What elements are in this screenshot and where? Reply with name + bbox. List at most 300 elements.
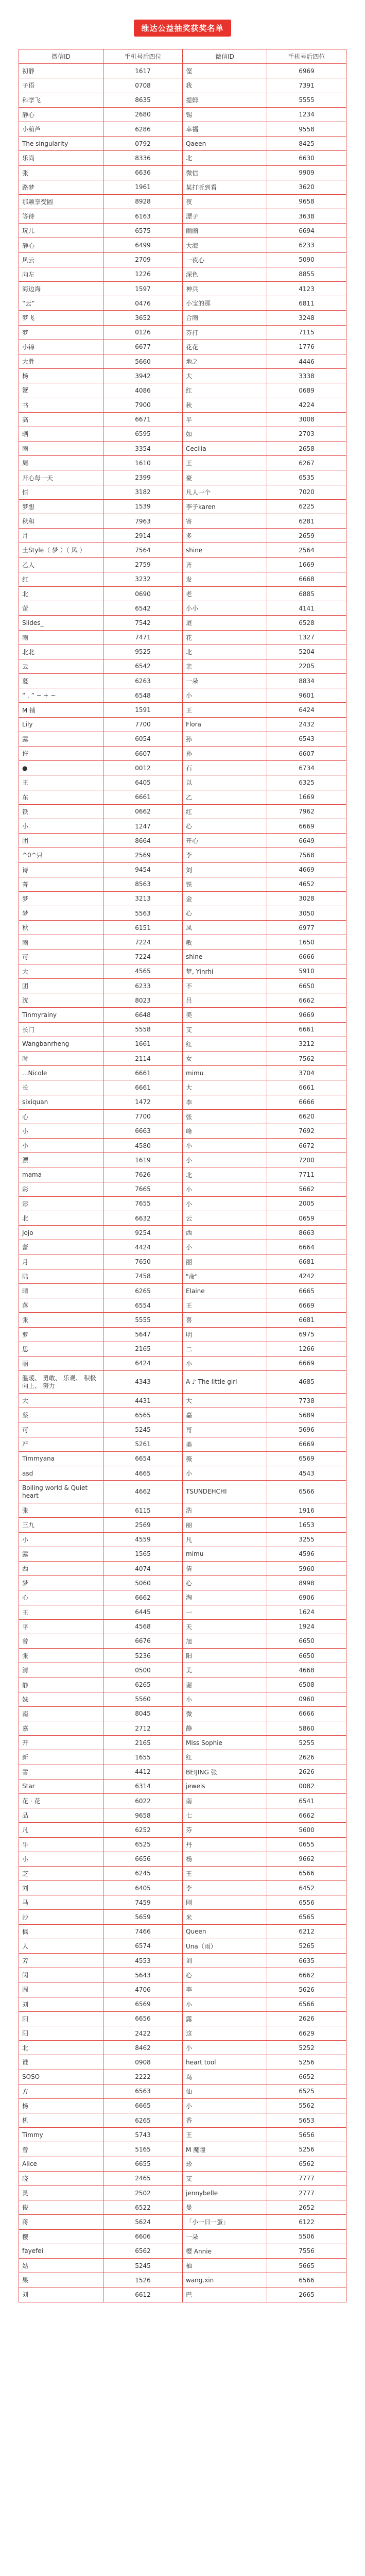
cell-wechat-id-left: SOSO	[19, 2070, 103, 2084]
cell-wechat-id-left: 丽	[19, 1356, 103, 1370]
cell-wechat-id-right: 地之	[183, 354, 267, 368]
cell-phone-left: 4706	[103, 1982, 183, 1997]
cell-phone-left: 9525	[103, 645, 183, 659]
cell-phone-left: 3232	[103, 572, 183, 586]
cell-wechat-id-left: 思	[19, 1342, 103, 1356]
cell-wechat-id-left: 果	[19, 2273, 103, 2287]
cell-wechat-id-left: 张	[19, 165, 103, 180]
table-row	[19, 775, 346, 790]
cell-phone-right: 6650	[267, 979, 346, 993]
cell-phone-right: 6885	[267, 586, 346, 601]
cell-phone-left: 8336	[103, 151, 183, 165]
cell-wechat-id-left: 沙	[19, 1910, 103, 1924]
cell-phone-left: 0708	[103, 78, 183, 93]
cell-wechat-id-right: 李	[183, 1095, 267, 1109]
cell-wechat-id-left: Alice	[19, 2157, 103, 2171]
cell-phone-right: 6556	[267, 1895, 346, 1910]
table-row	[19, 238, 346, 252]
cell-phone-left: 1619	[103, 1153, 183, 1167]
cell-phone-left: 3942	[103, 369, 183, 383]
cell-wechat-id-left: 梦飞	[19, 311, 103, 325]
cell-wechat-id-left: Jojo	[19, 1226, 103, 1240]
table-row	[19, 543, 346, 557]
table-row	[19, 659, 346, 673]
cell-phone-left: 2165	[103, 1736, 183, 1750]
cell-phone-right: 1624	[267, 1605, 346, 1619]
cell-phone-right: 5696	[267, 1422, 346, 1437]
cell-wechat-id-left: 红	[19, 572, 103, 586]
cell-wechat-id-right: 小	[183, 1466, 267, 1481]
table-row	[19, 296, 346, 311]
cell-phone-right: 6566	[267, 1481, 346, 1503]
table-row	[19, 529, 346, 543]
cell-phone-left: 4412	[103, 1765, 183, 1779]
table-row	[19, 456, 346, 470]
cell-wechat-id-right: 丽	[183, 1255, 267, 1269]
cell-phone-left: 8664	[103, 834, 183, 848]
cell-phone-left: 0012	[103, 761, 183, 775]
table-row	[19, 819, 346, 833]
cell-wechat-id-left: 蒋	[19, 2215, 103, 2229]
cell-phone-left: 6595	[103, 427, 183, 441]
table-row	[19, 2258, 346, 2273]
table-row	[19, 979, 346, 993]
cell-wechat-id-right: 小	[183, 1692, 267, 1706]
cell-wechat-id-left: 玩儿	[19, 224, 103, 238]
table-row	[19, 1394, 346, 1408]
cell-phone-left: 2222	[103, 2070, 183, 2084]
cell-wechat-id-right: 小	[183, 1356, 267, 1370]
cell-phone-right: 6664	[267, 1240, 346, 1255]
cell-wechat-id-right: 幸福	[183, 122, 267, 136]
cell-wechat-id-right: Qaeen	[183, 137, 267, 151]
cell-phone-left: 7650	[103, 1255, 183, 1269]
cell-wechat-id-right: 一朵	[183, 2229, 267, 2244]
cell-phone-left: 6445	[103, 1605, 183, 1619]
cell-wechat-id-left: 科学飞	[19, 93, 103, 107]
cell-wechat-id-left: 王	[19, 775, 103, 790]
cell-phone-left: 6663	[103, 1124, 183, 1138]
cell-phone-left: 5245	[103, 1422, 183, 1437]
cell-wechat-id-right: Flora	[183, 717, 267, 732]
cell-phone-right: 4685	[267, 1371, 346, 1394]
cell-wechat-id-left: 周	[19, 456, 103, 470]
cell-wechat-id-left: “ . ” ~ + ~	[19, 688, 103, 703]
cell-phone-left: 6115	[103, 1503, 183, 1518]
table-row	[19, 1750, 346, 1765]
table-row	[19, 383, 346, 398]
table-row	[19, 165, 346, 180]
cell-phone-right: 7020	[267, 485, 346, 499]
cell-wechat-id-right: 丽	[183, 1518, 267, 1532]
table-row	[19, 1037, 346, 1051]
cell-wechat-id-left: 长门	[19, 1022, 103, 1037]
cell-wechat-id-right: 多	[183, 529, 267, 543]
cell-phone-right: 1916	[267, 1503, 346, 1518]
table-row	[19, 674, 346, 688]
cell-wechat-id-left: Timmyana	[19, 1451, 103, 1466]
cell-phone-right: 6212	[267, 1924, 346, 1939]
cell-wechat-id-right: 峰	[183, 1124, 267, 1138]
cell-phone-right: 7200	[267, 1153, 346, 1167]
cell-phone-left: 9454	[103, 862, 183, 877]
table-row	[19, 2171, 346, 2185]
table-row	[19, 137, 346, 151]
cell-wechat-id-left: 风云	[19, 252, 103, 267]
table-row	[19, 717, 346, 732]
cell-wechat-id-right: 阳	[183, 1649, 267, 1663]
cell-wechat-id-left: 陆	[19, 1269, 103, 1283]
cell-phone-left: 8462	[103, 2041, 183, 2055]
table-row	[19, 1808, 346, 1823]
cell-wechat-id-right: 深色	[183, 267, 267, 281]
cell-phone-right: 6525	[267, 2084, 346, 2098]
cell-phone-left: 8045	[103, 1706, 183, 1721]
cell-wechat-id-right: 大	[183, 1080, 267, 1095]
cell-phone-left: 5555	[103, 1313, 183, 1327]
cell-phone-left: 2569	[103, 1518, 183, 1532]
cell-wechat-id-right: 金	[183, 891, 267, 906]
cell-phone-left: 0476	[103, 296, 183, 311]
cell-phone-left: 6265	[103, 1677, 183, 1692]
cell-wechat-id-left: 北	[19, 2041, 103, 2055]
table-row	[19, 1939, 346, 1953]
cell-phone-left: 6607	[103, 747, 183, 761]
cell-wechat-id-left: 心	[19, 1109, 103, 1124]
cell-wechat-id-left: 铁	[19, 804, 103, 819]
cell-wechat-id-left: 大	[19, 1394, 103, 1408]
cell-phone-right: 1924	[267, 1619, 346, 1634]
cell-phone-right: 7562	[267, 1051, 346, 1065]
table-row	[19, 1649, 346, 1663]
cell-phone-left: 7542	[103, 616, 183, 630]
cell-wechat-id-right: 李	[183, 1881, 267, 1895]
cell-wechat-id-left: 小	[19, 1532, 103, 1547]
cell-phone-right: 7738	[267, 1394, 346, 1408]
cell-phone-left: 6525	[103, 1837, 183, 1852]
cell-phone-right: 6566	[267, 2273, 346, 2287]
cell-phone-right: 2564	[267, 543, 346, 557]
page-title-banner: 维达公益抽奖获奖名单	[134, 20, 231, 37]
cell-wechat-id-right: 如	[183, 427, 267, 441]
header-wechat-id-left: 微信ID	[19, 49, 103, 64]
cell-wechat-id-right: M 魔瞳	[183, 2142, 267, 2157]
cell-phone-left: 8563	[103, 877, 183, 891]
cell-wechat-id-right: 嘉	[183, 1408, 267, 1422]
cell-phone-left: 5060	[103, 1576, 183, 1590]
cell-wechat-id-right: 神兵	[183, 282, 267, 296]
table-row	[19, 616, 346, 630]
cell-phone-right: 5662	[267, 1182, 346, 1196]
cell-phone-right: 6669	[267, 1356, 346, 1370]
cell-phone-right: 5252	[267, 2041, 346, 2055]
cell-phone-right: 0689	[267, 383, 346, 398]
table-row	[19, 1895, 346, 1910]
cell-wechat-id-left: 东	[19, 790, 103, 804]
cell-wechat-id-left: 彩	[19, 1182, 103, 1196]
cell-wechat-id-left: ...Nicole	[19, 1066, 103, 1080]
cell-wechat-id-right: 倩	[183, 1561, 267, 1575]
cell-phone-left: 5165	[103, 2142, 183, 2157]
cell-phone-right: 6122	[267, 2215, 346, 2229]
cell-wechat-id-right: 锡	[183, 107, 267, 122]
table-row	[19, 630, 346, 645]
table-row	[19, 311, 346, 325]
table-row	[19, 180, 346, 194]
cell-phone-right: 7692	[267, 1124, 346, 1138]
cell-wechat-id-left: 芝	[19, 1866, 103, 1880]
cell-wechat-id-left: Boiling world & Quiet heart	[19, 1481, 103, 1503]
cell-phone-right: 2205	[267, 659, 346, 673]
cell-phone-right: 9909	[267, 165, 346, 180]
cell-wechat-id-right: 小	[183, 1153, 267, 1167]
cell-phone-left: 9254	[103, 1226, 183, 1240]
cell-wechat-id-left: 秋	[19, 921, 103, 935]
table-row	[19, 688, 346, 703]
cell-wechat-id-left: 书	[19, 398, 103, 412]
cell-wechat-id-left: 方	[19, 2084, 103, 2098]
table-row	[19, 122, 346, 136]
cell-phone-right: 5910	[267, 964, 346, 978]
cell-phone-left: 6612	[103, 2287, 183, 2302]
cell-phone-left: 6565	[103, 1408, 183, 1422]
cell-phone-left: 4431	[103, 1394, 183, 1408]
cell-phone-right: 9558	[267, 122, 346, 136]
cell-wechat-id-left: 南	[19, 1706, 103, 1721]
cell-wechat-id-left: The singularity	[19, 137, 103, 151]
table-row	[19, 1881, 346, 1895]
cell-phone-left: 7564	[103, 543, 183, 557]
cell-wechat-id-right: 北	[183, 645, 267, 659]
cell-wechat-id-right: 秋	[183, 398, 267, 412]
cell-wechat-id-left: 曾	[19, 1634, 103, 1648]
header-phone-left: 手机号后四位	[103, 49, 183, 64]
cell-phone-right: 6541	[267, 1793, 346, 1808]
cell-phone-left: 2712	[103, 1721, 183, 1736]
cell-phone-right: 7115	[267, 325, 346, 340]
table-row	[19, 2142, 346, 2157]
cell-wechat-id-right: 美	[183, 1008, 267, 1022]
cell-phone-left: 7224	[103, 935, 183, 950]
cell-phone-left: 6252	[103, 1823, 183, 1837]
cell-phone-right: 6565	[267, 1910, 346, 1924]
table-row	[19, 64, 346, 78]
cell-phone-right: 3704	[267, 1066, 346, 1080]
cell-phone-left: 6022	[103, 1793, 183, 1808]
table-row	[19, 1677, 346, 1692]
cell-phone-left: 8023	[103, 993, 183, 1008]
cell-phone-right: 6650	[267, 1634, 346, 1648]
cell-wechat-id-left: 晓	[19, 2171, 103, 2185]
cell-phone-right: 5626	[267, 1982, 346, 1997]
cell-wechat-id-right: 齐	[183, 557, 267, 572]
cell-phone-right: 2703	[267, 427, 346, 441]
cell-phone-right: 8855	[267, 267, 346, 281]
cell-phone-right: 5689	[267, 1408, 346, 1422]
cell-wechat-id-left: 可	[19, 950, 103, 964]
cell-wechat-id-right: 「小一日一蛋」	[183, 2215, 267, 2229]
cell-phone-left: 4343	[103, 1371, 183, 1394]
cell-phone-left: 1610	[103, 456, 183, 470]
cell-phone-left: 6265	[103, 1283, 183, 1298]
cell-wechat-id-right: 香	[183, 2113, 267, 2128]
cell-wechat-id-right: 合雨	[183, 311, 267, 325]
cell-phone-right: 6543	[267, 732, 346, 746]
cell-phone-left: 1597	[103, 282, 183, 296]
cell-phone-left: 5261	[103, 1437, 183, 1451]
cell-wechat-id-left: 新	[19, 1750, 103, 1765]
cell-phone-left: 6405	[103, 1881, 183, 1895]
cell-wechat-id-right: 寄	[183, 514, 267, 529]
table-row	[19, 398, 346, 412]
cell-wechat-id-right: 漂子	[183, 209, 267, 224]
cell-phone-right: 6562	[267, 2157, 346, 2171]
cell-wechat-id-left: 平	[19, 1619, 103, 1634]
cell-wechat-id-left: 开心每一天	[19, 470, 103, 485]
cell-phone-right: 3620	[267, 180, 346, 194]
cell-phone-left: 9658	[103, 1808, 183, 1823]
cell-wechat-id-left: 芳	[19, 1954, 103, 1968]
cell-phone-left: 1526	[103, 2273, 183, 2287]
table-row	[19, 964, 346, 978]
cell-phone-left: 1661	[103, 1037, 183, 1051]
table-row	[19, 906, 346, 921]
cell-phone-right: 8998	[267, 1576, 346, 1590]
winner-table-body	[19, 64, 346, 2302]
cell-wechat-id-right: 发	[183, 572, 267, 586]
cell-phone-left: 7458	[103, 1269, 183, 1283]
cell-wechat-id-left: Tinmyrainy	[19, 1008, 103, 1022]
cell-wechat-id-right: 李子karen	[183, 499, 267, 514]
cell-wechat-id-left: ●	[19, 761, 103, 775]
cell-wechat-id-left: 闵	[19, 1968, 103, 1982]
cell-phone-left: 5643	[103, 1968, 183, 1982]
table-row	[19, 1240, 346, 1255]
cell-wechat-id-left: 团	[19, 834, 103, 848]
table-row	[19, 1692, 346, 1706]
cell-wechat-id-left: 人	[19, 1939, 103, 1953]
cell-wechat-id-right: 珍	[183, 2157, 267, 2171]
cell-phone-right: 5256	[267, 2142, 346, 2157]
cell-wechat-id-left: fayefei	[19, 2244, 103, 2258]
cell-wechat-id-right: 杨	[183, 1852, 267, 1866]
cell-wechat-id-left: 枫	[19, 1924, 103, 1939]
cell-wechat-id-left: 乙人	[19, 557, 103, 572]
cell-phone-left: 7466	[103, 1924, 183, 1939]
cell-wechat-id-left: 晒	[19, 427, 103, 441]
cell-wechat-id-left: 长	[19, 1080, 103, 1095]
cell-phone-right: 6669	[267, 1298, 346, 1313]
cell-wechat-id-left: 蔓	[19, 674, 103, 688]
cell-wechat-id-right: 刘	[183, 862, 267, 877]
cell-phone-left: 0690	[103, 586, 183, 601]
cell-wechat-id-right: 大	[183, 369, 267, 383]
cell-phone-left: 6606	[103, 2229, 183, 2244]
table-row	[19, 2287, 346, 2302]
cell-phone-right: 5960	[267, 1561, 346, 1575]
cell-phone-left: 5558	[103, 1022, 183, 1037]
cell-phone-right: 4543	[267, 1466, 346, 1481]
cell-wechat-id-right: wang.xin	[183, 2273, 267, 2287]
cell-phone-right: 6650	[267, 1649, 346, 1663]
cell-phone-left: 1565	[103, 1547, 183, 1561]
cell-phone-right: 4668	[267, 1663, 346, 1677]
cell-wechat-id-left: mama	[19, 1167, 103, 1182]
cell-phone-right: 3248	[267, 311, 346, 325]
table-row	[19, 1547, 346, 1561]
cell-wechat-id-left: 蕾	[19, 1240, 103, 1255]
table-row	[19, 427, 346, 441]
cell-phone-left: 6569	[103, 1997, 183, 2011]
cell-wechat-id-right: mimu	[183, 1066, 267, 1080]
cell-phone-left: 6542	[103, 601, 183, 616]
table-row	[19, 1313, 346, 1327]
table-row	[19, 2011, 346, 2026]
cell-phone-left: 7665	[103, 1182, 183, 1196]
cell-phone-right: 6281	[267, 514, 346, 529]
cell-phone-left: 6424	[103, 1356, 183, 1370]
cell-phone-left: 3354	[103, 442, 183, 456]
cell-wechat-id-left: 蔡	[19, 1408, 103, 1422]
table-row	[19, 2200, 346, 2215]
cell-wechat-id-right: 王	[183, 2128, 267, 2142]
cell-wechat-id-right: 樱 Annie	[183, 2244, 267, 2258]
cell-wechat-id-left: 花 · 花	[19, 1793, 103, 1808]
table-row	[19, 78, 346, 93]
cell-wechat-id-right: 心	[183, 819, 267, 833]
cell-wechat-id-left: M 铺	[19, 703, 103, 717]
cell-phone-left: 6661	[103, 790, 183, 804]
cell-wechat-id-left: 俊	[19, 2200, 103, 2215]
cell-wechat-id-right: jewels	[183, 1779, 267, 1793]
table-row	[19, 2084, 346, 2098]
cell-wechat-id-right: 心	[183, 906, 267, 921]
cell-phone-left: 5245	[103, 2258, 183, 2273]
cell-phone-right: 3212	[267, 1037, 346, 1051]
cell-wechat-id-right: 艾	[183, 2171, 267, 2185]
cell-phone-right: 6681	[267, 1313, 346, 1327]
cell-wechat-id-left: 雨	[19, 442, 103, 456]
cell-phone-left: 6499	[103, 238, 183, 252]
cell-wechat-id-right: 乙	[183, 790, 267, 804]
cell-phone-right: 7777	[267, 2171, 346, 2185]
cell-phone-left: 6563	[103, 2084, 183, 2098]
table-row	[19, 1736, 346, 1750]
table-row	[19, 1255, 346, 1269]
cell-wechat-id-right: Cecilia	[183, 442, 267, 456]
cell-wechat-id-left: 梦	[19, 325, 103, 340]
cell-phone-left: 6151	[103, 921, 183, 935]
cell-phone-right: 8834	[267, 674, 346, 688]
cell-phone-right: 7711	[267, 1167, 346, 1182]
cell-wechat-id-left: 刘	[19, 1881, 103, 1895]
cell-phone-right: 3028	[267, 891, 346, 906]
cell-wechat-id-right: 米	[183, 1910, 267, 1924]
cell-phone-right: 6225	[267, 499, 346, 514]
table-row	[19, 1576, 346, 1590]
cell-phone-left: 5660	[103, 354, 183, 368]
cell-phone-left: 2165	[103, 1342, 183, 1356]
cell-wechat-id-right: 道	[183, 616, 267, 630]
cell-wechat-id-left: 梦	[19, 891, 103, 906]
cell-wechat-id-right: 柚	[183, 2258, 267, 2273]
table-row	[19, 645, 346, 659]
cell-phone-right: 6669	[267, 819, 346, 833]
cell-phone-left: 2502	[103, 2186, 183, 2200]
table-row	[19, 93, 346, 107]
cell-phone-right: 6267	[267, 456, 346, 470]
table-row	[19, 1327, 346, 1342]
